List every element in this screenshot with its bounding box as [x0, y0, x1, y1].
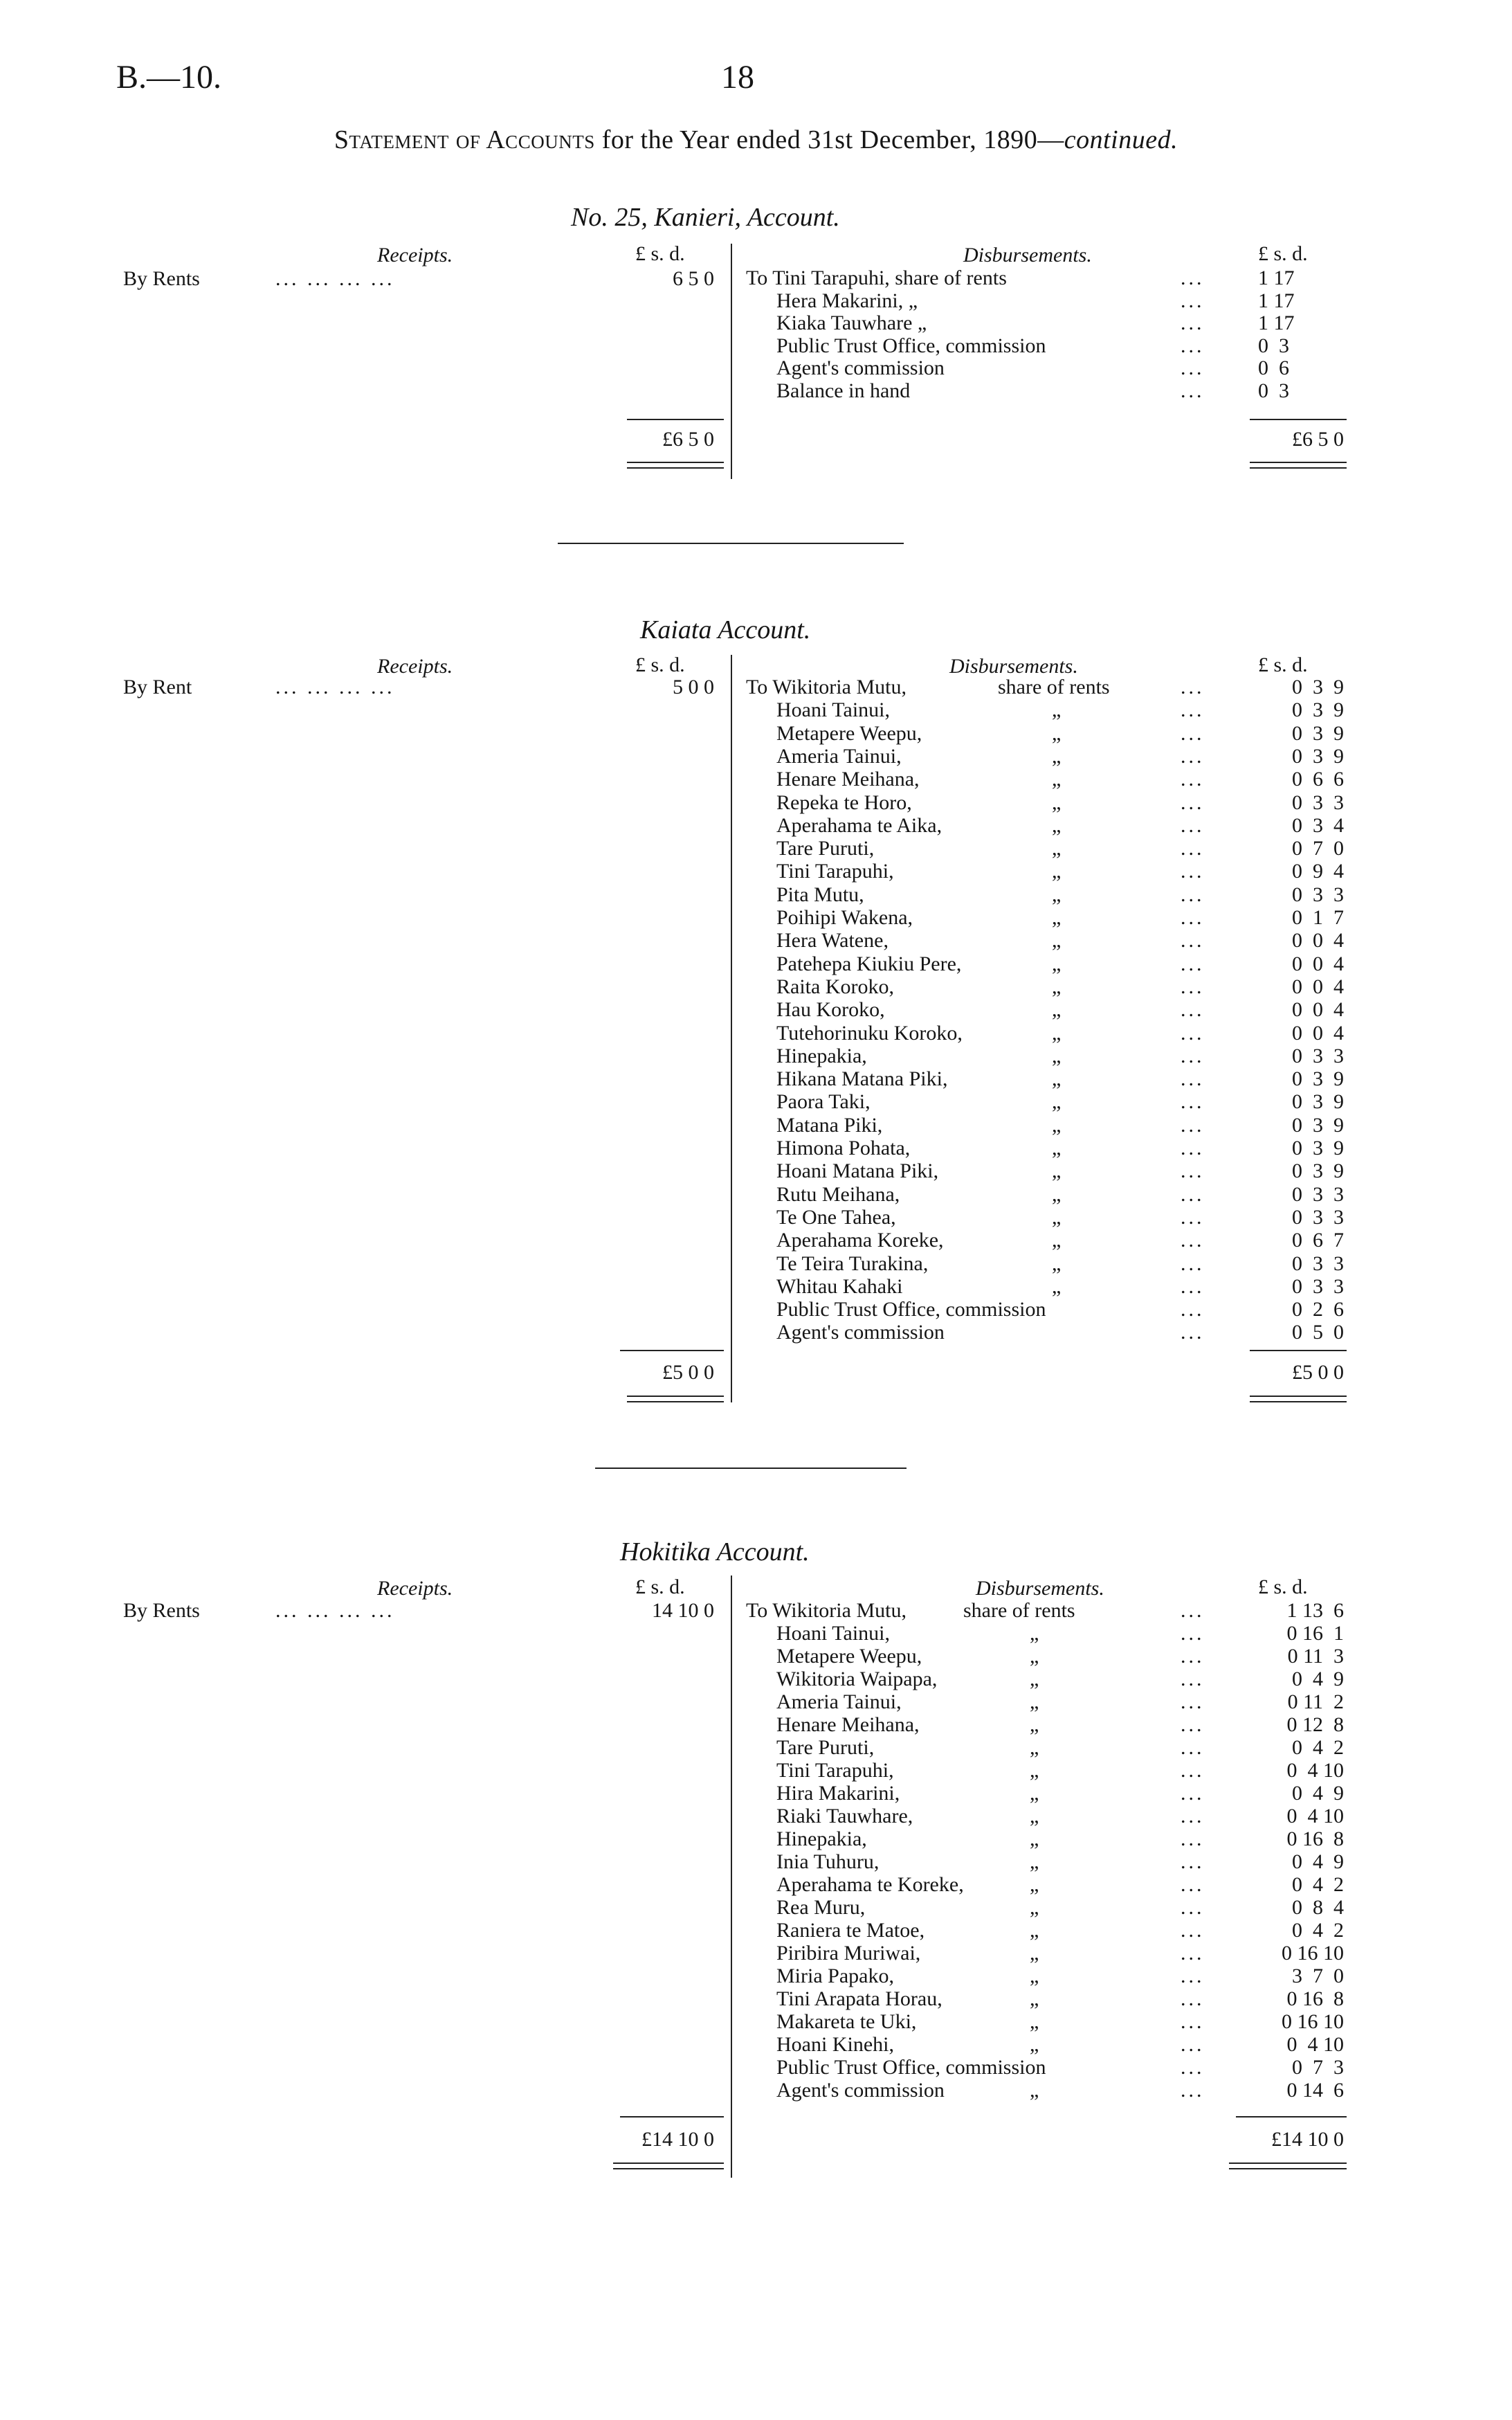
- disbursement-name: Henare Meihana,: [776, 1713, 920, 1736]
- disbursement-name: Agent's commission: [776, 356, 945, 379]
- disbursement-name: Miria Papako,: [776, 1965, 894, 1987]
- disbursement-name: To Wikitoria Mutu,: [746, 676, 907, 698]
- disbursement-share: „: [1052, 1274, 1062, 1298]
- section-separator: [595, 1468, 907, 1469]
- disbursement-name: Hau Koroko,: [776, 998, 885, 1022]
- disbursement-amount: 0 9 4: [1292, 860, 1344, 883]
- disbursement-name: Rea Muru,: [776, 1896, 866, 1919]
- disbursement-share: „: [1052, 1090, 1062, 1114]
- disbursement-name: Tini Tarapuhi,: [776, 860, 894, 883]
- leader-dots: ...: [1181, 1873, 1205, 1896]
- disbursement-amount: 0 6 7: [1292, 1229, 1344, 1252]
- leader-dots: ...: [1181, 1919, 1205, 1942]
- disbursement-amount: 0 3 9: [1292, 698, 1344, 722]
- disbursement-share: „: [1030, 2033, 1039, 2056]
- disbursement-amount: 0 16 8: [1286, 1987, 1344, 2010]
- leader-dots: ... ... ... ...: [275, 1599, 395, 1622]
- disbursement-name: Rutu Meihana,: [776, 1182, 900, 1206]
- leader-dots: ...: [1181, 1987, 1205, 2010]
- disbursement-share: „: [1052, 768, 1062, 791]
- disbursement-name: Tare Puruti,: [776, 837, 875, 860]
- disbursement-name: Kiaka Tauwhare „: [776, 311, 927, 334]
- disbursements-heading: Disbursements.: [963, 244, 1092, 267]
- disbursement-share: „: [1052, 1137, 1062, 1159]
- disbursement-name: Metapere Weepu,: [776, 1645, 922, 1668]
- sum-rule: [620, 1350, 724, 1351]
- disbursement-amount: 1 13 6: [1286, 1599, 1344, 1622]
- disbursement-share: share of rents: [998, 676, 1110, 698]
- disbursement-name: Ameria Tainui,: [776, 1690, 902, 1713]
- disbursement-amount: 0 16 8: [1286, 1827, 1344, 1850]
- disbursement-amount: 0 4 9: [1292, 1668, 1344, 1690]
- disbursement-share: „: [1030, 1896, 1039, 1919]
- disbursement-name: Makareta te Uki,: [776, 2010, 917, 2033]
- leader-dots: ...: [1181, 791, 1205, 814]
- leader-dots: ...: [1181, 1298, 1205, 1321]
- leader-dots: ...: [1181, 267, 1205, 289]
- leader-dots: ... ... ... ...: [275, 267, 395, 290]
- total-double-rule: [613, 2168, 724, 2169]
- disbursement-name: Hinepakia,: [776, 1827, 867, 1850]
- disbursement-share: „: [1052, 1021, 1062, 1045]
- disbursement-amount: 0 4 10: [1286, 2033, 1344, 2056]
- disbursement-name: Hinepakia,: [776, 1044, 867, 1067]
- leader-dots: ...: [1181, 860, 1205, 883]
- disbursement-amount: 0 8 4: [1292, 1896, 1344, 1919]
- total-double-rule: [1229, 2168, 1347, 2169]
- disbursements-heading: Disbursements.: [976, 1577, 1104, 1600]
- receipt-label: By Rents: [123, 267, 200, 290]
- receipt-total: £14 10 0: [641, 2128, 714, 2151]
- disbursement-share: „: [1030, 1827, 1039, 1850]
- disbursement-name: Piribira Muriwai,: [776, 1942, 921, 1965]
- disbursement-share: „: [1052, 1205, 1062, 1229]
- disbursement-amount: 0 16 10: [1282, 1942, 1344, 1965]
- disbursement-amount: 0 7 0: [1292, 837, 1344, 860]
- leader-dots: ...: [1181, 1782, 1205, 1805]
- column-divider: [731, 244, 732, 479]
- disbursement-amount: 0 11 2: [1287, 1690, 1344, 1713]
- disbursement-name: Hikana Matana Piki,: [776, 1067, 948, 1091]
- disbursement-amount: 0 4 2: [1292, 1736, 1344, 1759]
- leader-dots: ...: [1181, 1668, 1205, 1690]
- disbursement-name: Raita Koroko,: [776, 975, 894, 998]
- total-double-rule: [1250, 1396, 1347, 1397]
- disbursement-amount: 0 3 9: [1292, 1090, 1344, 1114]
- leader-dots: ...: [1181, 379, 1205, 402]
- disbursement-amount: 0 3 4: [1292, 813, 1344, 837]
- disbursement-name: Himona Pohata,: [776, 1137, 911, 1159]
- disbursement-amount: 0 1 7: [1292, 906, 1344, 929]
- leader-dots: ...: [1181, 289, 1205, 312]
- leader-dots: ...: [1181, 1896, 1205, 1919]
- disbursement-share: „: [1030, 1850, 1039, 1873]
- leader-dots: ...: [1181, 837, 1205, 860]
- disbursement-name: Tini Arapata Horau,: [776, 1987, 942, 2010]
- leader-dots: ...: [1181, 1159, 1205, 1183]
- leader-dots: ...: [1181, 1965, 1205, 1987]
- disbursement-name: Tutehorinuku Koroko,: [776, 1021, 963, 1045]
- disbursement-name: Hoani Tainui,: [776, 698, 890, 722]
- title-continued: continued.: [1064, 125, 1178, 154]
- disbursements-heading: Disbursements.: [949, 655, 1078, 678]
- disbursement-share: „: [1052, 883, 1062, 906]
- disbursement-amount: 0 6: [1258, 356, 1289, 379]
- disbursement-amount: 1 17: [1258, 289, 1295, 312]
- disb-total: £6 5 0: [1292, 428, 1344, 451]
- disbursement-amount: 0 4 9: [1292, 1850, 1344, 1873]
- disbursement-amount: 0 3 3: [1292, 1044, 1344, 1067]
- leader-dots: ...: [1181, 2056, 1205, 2079]
- disbursement-name: Metapere Weepu,: [776, 721, 922, 745]
- disbursement-name: Ameria Tainui,: [776, 744, 902, 768]
- disbursement-name: Hira Makarini,: [776, 1782, 900, 1805]
- disbursement-amount: 0 0 4: [1292, 1021, 1344, 1045]
- total-double-rule: [1250, 462, 1347, 463]
- leader-dots: ...: [1181, 883, 1205, 906]
- disbursement-amount: 0 3 9: [1292, 1159, 1344, 1183]
- disbursement-share: „: [1030, 1873, 1039, 1896]
- leader-dots: ...: [1181, 1229, 1205, 1252]
- disbursement-share: „: [1030, 1622, 1039, 1645]
- receipt-amount: 6 5 0: [673, 267, 714, 290]
- leader-dots: ...: [1181, 1942, 1205, 1965]
- disbursement-share: „: [1030, 1987, 1039, 2010]
- leader-dots: ...: [1181, 356, 1205, 379]
- disbursement-amount: 0 12 8: [1286, 1713, 1344, 1736]
- leader-dots: ...: [1181, 676, 1205, 698]
- leader-dots: ...: [1181, 1113, 1205, 1137]
- leader-dots: ...: [1181, 1274, 1205, 1298]
- leader-dots: ...: [1181, 1252, 1205, 1275]
- disbursement-amount: 0 3 3: [1292, 1252, 1344, 1275]
- leader-dots: ...: [1181, 1827, 1205, 1850]
- disbursement-amount: 0 16 1: [1286, 1622, 1344, 1645]
- receipts-lsd-heading: £ s. d.: [635, 242, 685, 265]
- section-separator: [558, 543, 904, 544]
- disbursement-share: „: [1052, 1113, 1062, 1137]
- disbursement-name: Hoani Tainui,: [776, 1622, 890, 1645]
- receipts-lsd-heading: £ s. d.: [635, 653, 685, 676]
- disbursement-share: „: [1052, 1229, 1062, 1252]
- receipt-total: £5 0 0: [662, 1361, 714, 1384]
- total-double-rule: [627, 1396, 724, 1397]
- disbursement-share: „: [1052, 837, 1062, 860]
- disbursement-share: „: [1030, 1736, 1039, 1759]
- page-number: 18: [721, 59, 754, 96]
- leader-dots: ...: [1181, 1205, 1205, 1229]
- disbursement-amount: 0 14 6: [1286, 2079, 1344, 2102]
- disbursement-amount: 0 3 9: [1292, 676, 1344, 698]
- leader-dots: ...: [1181, 1321, 1205, 1344]
- disbursement-amount: 0 3 3: [1292, 1205, 1344, 1229]
- disbursement-name: Tare Puruti,: [776, 1736, 875, 1759]
- leader-dots: ...: [1181, 1805, 1205, 1827]
- disb-total: £14 10 0: [1271, 2128, 1344, 2151]
- disbursement-share: „: [1030, 1759, 1039, 1782]
- section-reference: B.—10.: [116, 59, 222, 96]
- disbursement-share: „: [1052, 906, 1062, 929]
- disbursement-share: „: [1052, 698, 1062, 722]
- disbursement-name: Aperahama Koreke,: [776, 1229, 944, 1252]
- disbursement-share: „: [1052, 721, 1062, 745]
- sum-rule: [627, 419, 724, 420]
- disbursement-amount: 0 3 9: [1292, 744, 1344, 768]
- leader-dots: ... ... ... ...: [275, 676, 395, 698]
- receipts-heading: Receipts.: [377, 655, 453, 678]
- disbursement-share: „: [1052, 975, 1062, 998]
- disbursement-share: „: [1052, 929, 1062, 952]
- leader-dots: ...: [1181, 1044, 1205, 1067]
- disbursement-share: „: [1030, 1645, 1039, 1668]
- disbursement-amount: 0 4 2: [1292, 1919, 1344, 1942]
- disbursement-name: Public Trust Office, commission: [776, 334, 1046, 357]
- total-double-rule: [627, 1401, 724, 1402]
- disbursement-amount: 0 3 9: [1292, 721, 1344, 745]
- receipt-label: By Rents: [123, 1599, 200, 1622]
- disbursement-share: „: [1052, 1182, 1062, 1206]
- disbursement-name: Tini Tarapuhi,: [776, 1759, 894, 1782]
- disbursement-share: „: [1052, 860, 1062, 883]
- disbursement-amount: 0 6 6: [1292, 768, 1344, 791]
- disbursement-share: „: [1052, 1067, 1062, 1091]
- disbursement-name: Hera Watene,: [776, 929, 889, 952]
- disbursement-share: „: [1030, 2079, 1039, 2102]
- account-title: Kaiata Account.: [640, 615, 811, 644]
- disbursement-amount: 0 3 3: [1292, 791, 1344, 814]
- leader-dots: ...: [1181, 952, 1205, 975]
- leader-dots: ...: [1181, 1759, 1205, 1782]
- disbursement-share: „: [1030, 1965, 1039, 1987]
- disbursement-amount: 0 3: [1258, 379, 1289, 402]
- disbursement-name: Hoani Matana Piki,: [776, 1159, 939, 1183]
- disbursement-amount: 0 2 6: [1292, 1298, 1344, 1321]
- leader-dots: ...: [1181, 1645, 1205, 1668]
- receipts-heading: Receipts.: [377, 1577, 453, 1600]
- disbursement-name: To Tini Tarapuhi, share of rents: [746, 267, 1007, 289]
- leader-dots: ...: [1181, 2033, 1205, 2056]
- leader-dots: ...: [1181, 975, 1205, 998]
- receipt-total: £6 5 0: [662, 428, 714, 451]
- disbursement-amount: 0 5 0: [1292, 1321, 1344, 1344]
- disbursement-share: „: [1030, 2010, 1039, 2033]
- disbursement-share: „: [1052, 1252, 1062, 1275]
- disbursement-name: Pita Mutu,: [776, 883, 864, 906]
- disbursement-name: Inia Tuhuru,: [776, 1850, 880, 1873]
- disbursement-amount: 0 0 4: [1292, 998, 1344, 1022]
- disbursement-name: Poihipi Wakena,: [776, 906, 913, 929]
- disb-lsd-heading: £ s. d.: [1258, 242, 1308, 265]
- leader-dots: ...: [1181, 906, 1205, 929]
- disbursement-amount: 0 0 4: [1292, 952, 1344, 975]
- disbursement-name: Aperahama te Aika,: [776, 813, 942, 837]
- disbursement-amount: 0 11 3: [1287, 1645, 1344, 1668]
- disbursement-amount: 0 7 3: [1292, 2056, 1344, 2079]
- disbursement-name: Te One Tahea,: [776, 1205, 896, 1229]
- page-title: [0, 125, 1512, 155]
- leader-dots: ...: [1181, 1690, 1205, 1713]
- leader-dots: ...: [1181, 1067, 1205, 1091]
- disbursement-amount: 0 4 10: [1286, 1759, 1344, 1782]
- disbursement-amount: 0 0 4: [1292, 975, 1344, 998]
- disbursement-share: „: [1030, 1713, 1039, 1736]
- disbursement-name: Aperahama te Koreke,: [776, 1873, 964, 1896]
- column-divider: [731, 655, 732, 1402]
- disbursement-name: Paora Taki,: [776, 1090, 871, 1114]
- disbursement-name: Raniera te Matoe,: [776, 1919, 925, 1942]
- leader-dots: ...: [1181, 1090, 1205, 1114]
- disb-lsd-heading: £ s. d.: [1258, 653, 1308, 676]
- disbursement-name: Balance in hand: [776, 379, 911, 402]
- disbursement-amount: 1 17: [1258, 267, 1295, 289]
- disbursement-name: Agent's commission: [776, 1321, 945, 1344]
- leader-dots: ...: [1181, 1850, 1205, 1873]
- disbursement-name: Hoani Kinehi,: [776, 2033, 894, 2056]
- leader-dots: ...: [1181, 744, 1205, 768]
- sum-rule: [1236, 2116, 1347, 2118]
- total-double-rule: [613, 2162, 724, 2164]
- total-double-rule: [627, 467, 724, 469]
- receipt-amount: 5 0 0: [673, 676, 714, 698]
- leader-dots: ...: [1181, 334, 1205, 357]
- disbursement-amount: 1 17: [1258, 311, 1295, 334]
- disbursement-amount: 0 3 9: [1292, 1137, 1344, 1159]
- leader-dots: ...: [1181, 698, 1205, 722]
- sum-rule: [1250, 419, 1347, 420]
- receipt-amount: 14 10 0: [652, 1599, 714, 1622]
- column-divider: [731, 1575, 732, 2178]
- total-double-rule: [1229, 2162, 1347, 2164]
- disbursement-share: „: [1052, 952, 1062, 975]
- disbursement-share: „: [1030, 1942, 1039, 1965]
- disbursement-share: „: [1030, 1805, 1039, 1827]
- disbursement-name: Hera Makarini, „: [776, 289, 918, 312]
- leader-dots: ...: [1181, 998, 1205, 1022]
- leader-dots: ...: [1181, 1182, 1205, 1206]
- disbursement-share: „: [1052, 1044, 1062, 1067]
- disbursement-name: Riaki Tauwhare,: [776, 1805, 913, 1827]
- leader-dots: ...: [1181, 721, 1205, 745]
- disbursement-share: „: [1030, 1690, 1039, 1713]
- disbursement-amount: 0 4 9: [1292, 1782, 1344, 1805]
- leader-dots: ...: [1181, 2010, 1205, 2033]
- disbursement-amount: 0 3 3: [1292, 1182, 1344, 1206]
- disbursement-share: „: [1030, 1919, 1039, 1942]
- leader-dots: ...: [1181, 1599, 1205, 1622]
- account-title: Hokitika Account.: [620, 1537, 810, 1566]
- disbursement-name: Te Teira Turakina,: [776, 1252, 929, 1275]
- disbursement-name: Henare Meihana,: [776, 768, 920, 791]
- leader-dots: ...: [1181, 1622, 1205, 1645]
- disbursement-name: Public Trust Office, commission: [776, 1298, 1046, 1321]
- total-double-rule: [627, 462, 724, 463]
- leader-dots: ...: [1181, 311, 1205, 334]
- disbursement-name: Patehepa Kiukiu Pere,: [776, 952, 962, 975]
- disbursement-amount: 0 3 3: [1292, 1274, 1344, 1298]
- disbursement-name: Matana Piki,: [776, 1113, 883, 1137]
- disb-lsd-heading: £ s. d.: [1258, 1575, 1308, 1598]
- receipts-heading: Receipts.: [377, 244, 453, 267]
- disbursement-share: „: [1030, 1668, 1039, 1690]
- disbursement-amount: 0 4 2: [1292, 1873, 1344, 1896]
- disb-total: £5 0 0: [1292, 1361, 1344, 1384]
- title-small-caps: Statement of Accounts: [334, 125, 595, 154]
- disbursement-share: „: [1052, 791, 1062, 814]
- sum-rule: [620, 2116, 724, 2118]
- leader-dots: ...: [1181, 1736, 1205, 1759]
- leader-dots: ...: [1181, 1713, 1205, 1736]
- disbursement-share: „: [1052, 1159, 1062, 1183]
- receipt-label: By Rent: [123, 676, 192, 698]
- disbursement-share: „: [1030, 1782, 1039, 1805]
- disbursement-name: Agent's commission: [776, 2079, 945, 2102]
- disbursement-amount: 0 3 9: [1292, 1113, 1344, 1137]
- leader-dots: ...: [1181, 1021, 1205, 1045]
- disbursement-amount: 0 3 9: [1292, 1067, 1344, 1091]
- account-title: No. 25, Kanieri, Account.: [571, 203, 840, 232]
- disbursement-amount: 0 3: [1258, 334, 1289, 357]
- disbursement-name: To Wikitoria Mutu,: [746, 1599, 907, 1622]
- leader-dots: ...: [1181, 813, 1205, 837]
- receipts-lsd-heading: £ s. d.: [635, 1575, 685, 1598]
- sum-rule: [1250, 1350, 1347, 1351]
- disbursement-amount: 0 3 3: [1292, 883, 1344, 906]
- title-text: for the Year ended 31st December, 1890—: [594, 125, 1064, 154]
- disbursement-share: share of rents: [963, 1599, 1075, 1622]
- disbursement-share: „: [1052, 744, 1062, 768]
- disbursement-name: Wikitoria Waipapa,: [776, 1668, 938, 1690]
- leader-dots: ...: [1181, 768, 1205, 791]
- leader-dots: ...: [1181, 929, 1205, 952]
- disbursement-name: Repeka te Horo,: [776, 791, 912, 814]
- disbursement-share: „: [1052, 813, 1062, 837]
- total-double-rule: [1250, 1401, 1347, 1402]
- total-double-rule: [1250, 467, 1347, 469]
- leader-dots: ...: [1181, 1137, 1205, 1159]
- disbursement-amount: 3 7 0: [1292, 1965, 1344, 1987]
- disbursement-name: Whitau Kahaki: [776, 1274, 903, 1298]
- disbursement-amount: 0 16 10: [1282, 2010, 1344, 2033]
- disbursement-share: „: [1052, 998, 1062, 1022]
- leader-dots: ...: [1181, 2079, 1205, 2102]
- disbursement-name: Public Trust Office, commission: [776, 2056, 1046, 2079]
- disbursement-amount: 0 0 4: [1292, 929, 1344, 952]
- disbursement-amount: 0 4 10: [1286, 1805, 1344, 1827]
